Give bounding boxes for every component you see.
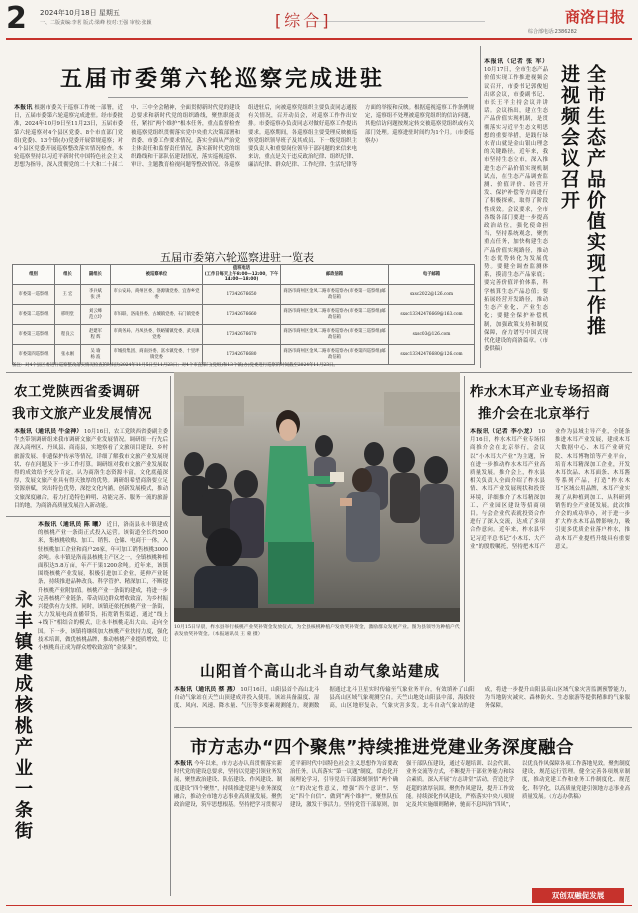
farmer-body (14, 428, 168, 510)
cell-email[interactable]: sxsc2022@126.com (389, 285, 475, 305)
eco-body (484, 58, 548, 364)
farmer-headline-1: 农工党陕西省委调研 (14, 384, 140, 400)
cell-leader: 王 宏 (55, 285, 81, 305)
cell-unit: 市妇联、洛南县委、古城镇党委、石门镇党委 (111, 305, 203, 325)
newspaper-logo: 商洛日报 (565, 8, 626, 26)
cell-leader: 程良云 (55, 325, 81, 345)
table-row (13, 305, 475, 325)
col-header-group: 组别 (13, 265, 55, 285)
cell-mailbox: 商洛市商州区金凤二路市委巡察办(市委第四巡察组)邮政信箱 (281, 345, 389, 365)
issue-date: 2024年10月18日 星期五 (40, 9, 120, 17)
cell-leader: 邢明堂 (55, 305, 81, 325)
row-rule (6, 516, 170, 517)
roster-title: 五届市委第六轮巡察进驻一览表 (160, 251, 314, 264)
yongfeng-byline: 本报讯（通讯员 陈 曦） (38, 521, 105, 528)
eco-headline: 全市生态产品价值实现工作推进视频会议召开 (558, 64, 606, 337)
col-header-unit: 被巡察单位 (111, 265, 203, 285)
lead-headline: 五届市委第六轮巡察完成进驻 (60, 67, 386, 92)
lead-rule (108, 97, 468, 98)
cell-unit: 市城投集团、商南县委、富水镇党委、十里坪镇党委 (111, 345, 203, 365)
section-label: [综合] (275, 11, 332, 30)
desk-phone: 综合部电话:2386282 (528, 29, 577, 35)
party-headline: 市方志办“四个聚焦”持续推进党建业务深度融合 (190, 738, 575, 758)
party-text: 今年以来，市方志办认真贯彻落实新时代党的建设总要求，坚持以党建引领业务发展，聚焦政治建设、队伍建设、作风建设、制度建设“四个聚焦”，持续推进党建与业务深度融合，推动全市地方志事业高质量发展。聚焦政治建设，筑牢思想根基。坚持把学习贯彻习近平新时代中国特色社会主义思想作为首要政治任务，认真落实“第一议题”制度，常态化开展理论学习，引导党员干部深刻领悟“两个确立”的决定性意义，增强“四个意识”、坚定“四个自信”、做到“两个维护”。聚焦队伍建设，激发干事活力。坚持党管干部原则，加强干部队伍建设，通过专题培训、以会代训、业务交流等方式，不断提升干部业务能力和综合素质。深入开展“方志讲堂”活动，营造比学赶超的浓厚氛围。聚焦作风建设，提升工作效能。持续深化作风建设，严格落实中央八项规定及其实施细则精神，驰而不息纠治“四风”，以优良作风保障各项工作落地见效。聚焦制度建设，规范运行管理。健全完善各项规章制度，推动党建工作和业务工作制度化、规范化、科学化，以高质量党建引领地方志事业高质量发展。（方志办供稿） (174, 761, 630, 809)
cell-group: 市委第三巡察组 (13, 325, 55, 345)
zhashui-headline-1: 柞水木耳产业专场招商 (470, 384, 610, 400)
roster-table (12, 264, 475, 365)
cell-deputy: 赵建军 程 辉 (81, 325, 111, 345)
party-body (174, 760, 630, 886)
yongfeng-body (38, 521, 168, 891)
lead-byline: 本报讯 (14, 104, 33, 111)
column-divider (480, 46, 481, 368)
zhashui-text: 10月16日，柞水木耳产业专场招商推介会在北京举行，会议以“小木耳大产业”为主题，旨在进一步推动柞水木耳产业高质量发展。推介会上，柞水县相关负责人全面介绍了柞水县情、木耳产业发展现状和投资环境，详细推介了木耳精深加工、产业园区建设等招商项目。与会企业代表就投资合作进行了深入交流，达成了多项合作意向。近年来，柞水县牢记习近平总书记“小木耳、大产业”的殷殷嘱托，坚持把木耳产业作为县域主导产业，全链条推进木耳产业发展，建成木耳大数据中心、木耳产业研究院、木耳博物馆等产业平台，培育木耳精深加工企业，开发木耳饮品、木耳面条、木耳酱等系列产品，打造“柞水木耳”区域公用品牌，木耳产业实现了从种植到加工、从科研到销售的全产业链发展。此次推介会的成功举办，对于进一步扩大柞水木耳品牌影响力，吸引更多优质企业落户柞水，推动木耳产业提档升级具有重要意义。 (470, 429, 630, 550)
cell-email[interactable]: sxsc13342476669@163.com (389, 305, 475, 325)
table-row (13, 285, 475, 305)
farmer-headline-2: 我市文旅产业发展情况 (12, 406, 152, 422)
lead-text: 根据市委关于巡察工作统一部署，近日，五届市委第六轮巡察完成进驻。经市委批准，2024年10月9日至11月23日，五届市委第六轮巡察对4个县区党委、8个市直部门党组(党委)、13个镇(办)党委开展常规巡察；对4个县区党委开展巡察整改落实情况检查。本轮巡察坚持以习近平新时代中国特色社会主义思想为指导，深入贯彻党的二十大和二十届二中、三中全会精神，全面贯彻新时代党的建设总要求和新时代党的组织路线，聚焦职能责任，紧扣“两个维护”根本任务，重点监督检查被巡察党组织贯彻落实党中央重大决策部署和省委、市委工作要求情况，落实全面从严治党主体责任和监督责任情况，落实新时代党的组织路线和干部队伍建设情况，落实巡视巡察、审计、主题教育检视问题等整改情况。各巡察组进驻后，向被巡察党组织主要负责同志通报有关情况，召开动员会，对巡察工作作出安排。市委巡察办负责同志对做好巡察工作提出要求。巡察期间，各巡察组主要受理反映被巡察党组织领导班子及其成员、下一级党组织主要负责人和重要岗位领导干部问题的来信来电来访，重点是关于违反政治纪律、组织纪律、廉洁纪律、群众纪律、工作纪律、生活纪律等方面的举报和反映。根据巡视巡察工作条例规定，巡察组不处理被巡察党组织的信访问题，其他信访问题按规定转交被巡察党组织或有关部门处理。巡察进驻时间约为1个月。（市委巡察办） (14, 105, 474, 169)
page-header (0, 0, 638, 40)
campaign-tag: 双创双融促发展 (532, 888, 624, 903)
farmer-text: 10月16日，农工党陕西省委副主委牛杰带领调研组来我市调研文旅产业发展情况。调研组一行先后深入商州区、丹凤县、商南县，实地察看了文旅项目建设、乡村旅游发展、非遗保护传承等情况，详细了解我市文旅产业发展现状、存在问题及下一步工作打算。调研组对我市文旅产业发展取得的成效给予充分肯定，认为商洛生态资源丰富，文化底蕴深厚，发展文旅产业具有得天独厚的优势。调研组希望商洛要立足资源禀赋，突出特色优势，深挖文化内涵，创新发展模式，推动文旅深度融合，着力打造特色鲜明、功能完善、服务一流的旅游目的地，为商洛高质量发展注入新动能。 (14, 429, 168, 509)
cell-group: 市委第一巡察组 (13, 285, 55, 305)
party-byline: 本报讯 (174, 760, 193, 767)
cell-phone: 17342676680 (203, 345, 281, 365)
beidou-text: 10月16日，山阳县首个高山北斗自动气象站在天竺山顶建成并投入使用。该站具备温度、湿度、风向、风速、降水量、气压等多要素观测能力，观测数据通过北斗卫星实时传输至气象业务平台，有效填补了山阳县高山区域气象观测空白。天竺山地处山阳县中部，海拔较高，山区地形复杂，气象灾害多发。北斗自动气象站的建成，将进一步提升山阳县高山区域气象灾害监测预警能力，为当地防灾减灾、森林防火、生态旅游等提供精准的气象服务保障。 (174, 687, 630, 710)
yongfeng-text: 近日，洛南县永丰镇建成的核桃产业一条街正式投入运营。该街道全长约500米，集核桃收购、加工、销售、仓储、电商于一体，入驻核桃加工企业和商户26家，年可加工销售核桃3000余吨。永丰镇是洛南县核桃主产区之一，全镇核桃种植面积达5.8万亩，年产干果1200余吨。近年来，该镇围绕核桃产业发展，积极引进加工企业，延伸产业链条，持续推进品种改良、科学管护、精深加工，不断提升核桃产业附加值。核桃产业一条街的建成，将进一步完善核桃产业链条，带动周边群众增收致富，为乡村振兴提供有力支撑。同时，该镇还依托核桃产业一条街，大力发展电商直播带货，拓宽销售渠道，通过“线上+线下”相结合的模式，让永丰核桃走出大山、走向全国。下一步，该镇将继续加大核桃产业扶持力度，强化技术培训，做优核桃品牌，推动核桃产业提质增效，让小核桃真正成为群众增收致富的“金果果”。 (38, 522, 168, 652)
cell-unit: 市商务局、丹凤县委、铁峪铺镇党委、武关镇党委 (111, 325, 203, 345)
walnut-subsidy-photo (174, 372, 460, 622)
zhashui-headline-2: 推介会在北京举行 (478, 406, 590, 422)
col-header-mailbox: 邮政信箱 (281, 265, 389, 285)
farmer-byline: 本报讯（通讯员 牛金神） (14, 428, 83, 435)
table-header-row (13, 265, 475, 285)
cell-phone: 17342676670 (203, 325, 281, 345)
cell-deputy: 李兵斌 张 洪 (81, 285, 111, 305)
cell-unit: 市公安局、商州区委、洛源镇党委、宜春乡党委 (111, 285, 203, 305)
cell-mailbox: 商洛市商州区金凤二路市委巡察办(市委第一巡察组)邮政信箱 (281, 285, 389, 305)
cell-group: 市委第二巡察组 (13, 305, 55, 325)
column-divider (170, 376, 171, 896)
column-divider (464, 376, 465, 682)
col-header-email: 电子邮箱 (389, 265, 475, 285)
eco-byline: 本报讯（记者 张 军） (484, 58, 548, 65)
cell-leader: 张永刚 (55, 345, 81, 365)
lead-body (14, 104, 474, 242)
cell-mailbox: 商洛市商州区金凤二路市委巡察办(市委第二巡察组)邮政信箱 (281, 305, 389, 325)
cell-email[interactable]: sxsc03@126.com (389, 325, 475, 345)
beidou-byline: 本报讯（通讯员 蔡 燕） (174, 686, 239, 693)
zhashui-body (470, 428, 630, 680)
roster-note: 备注：对4个县区委进行巡察整改落实情况检查的时间为2024年11月5日至11月23日；对4个市直部门(党组)和13个镇(办)党委进行巡察的时间截至2024年11月23日。 (12, 363, 338, 368)
cell-group: 市委第四巡察组 (13, 345, 55, 365)
footer-rule (6, 905, 632, 906)
cell-email[interactable]: sxsc13342476680@126.com (389, 345, 475, 365)
zhashui-byline: 本报讯（记者 李小龙） (470, 428, 537, 435)
table-row (13, 345, 475, 365)
cell-deputy: 吴 瑜 杨 波 (81, 345, 111, 365)
header-rule (6, 38, 632, 40)
editor-credits: 一、二版责编:李茗 版式:梁峰 校对:王强 审校:张颖 (40, 20, 152, 26)
row-rule (174, 727, 632, 728)
cell-mailbox: 商洛市商州区金凤二路市委巡察办(市委第三巡察组)邮政信箱 (281, 325, 389, 345)
page-number: 2 (6, 1, 27, 36)
col-header-phone: 值班电话 (工作日每天上午8:00—12:00，下午14:00—18:00) (203, 265, 281, 285)
table-row (13, 325, 475, 345)
cell-deputy: 刘云峰 范立玲 (81, 305, 111, 325)
yongfeng-headline: 永丰镇建成核桃产业一条街 (12, 590, 33, 842)
eco-text: 10月17日，全市生态产品价值实现工作推进视频会议召开，市委书记郭俊旭出席会议，市委副书记、市长王平主持会议并讲话。会议指出，建立生态产品价值实现机制，是贯彻落实习近平生态文明思想的重要举措，是践行绿水青山就是金山银山理念的关键路径。近年来，我市坚持生态立市，深入推进生态产品价值实现机制试点，在生态产品调查监测、价值评价、经营开发、保护补偿等方面进行了积极探索，取得了阶段性成效。会议要求，全市各级各部门要进一步提高政治站位，强化使命担当，坚持系统观念，聚焦重点任务，加快构建生态产品价值实现路径，推动生态优势转化为发展优势。要健全调查监测体系，摸清生态产品家底；要完善价值评价体系，科学核算生态产品总值；要拓展经营开发路径，推动生态产业化、产业生态化；要健全保护补偿机制，加强政策支持和制度保障，奋力谱写中国式现代化建设的商洛篇章。（市委供稿） (484, 67, 548, 353)
section-rule (315, 21, 485, 22)
cell-phone: 17342676650 (203, 285, 281, 305)
beidou-body (174, 686, 630, 724)
cell-phone: 17342676660 (203, 305, 281, 325)
photo-illustration (174, 372, 460, 622)
col-header-leader: 组长 (55, 265, 81, 285)
beidou-headline: 山阳首个高山北斗自动气象站建成 (200, 662, 441, 680)
col-header-deputy: 副组长 (81, 265, 111, 285)
photo-caption: 10月15日早晨，柞水县举行核桃产业奖补资金发放仪式，为全县核桃种植户发放奖补资金，激励群众发展产业。图为县领导为种植户代表发放奖补资金。（本报通讯员 王 蒙 摄） (174, 625, 460, 637)
